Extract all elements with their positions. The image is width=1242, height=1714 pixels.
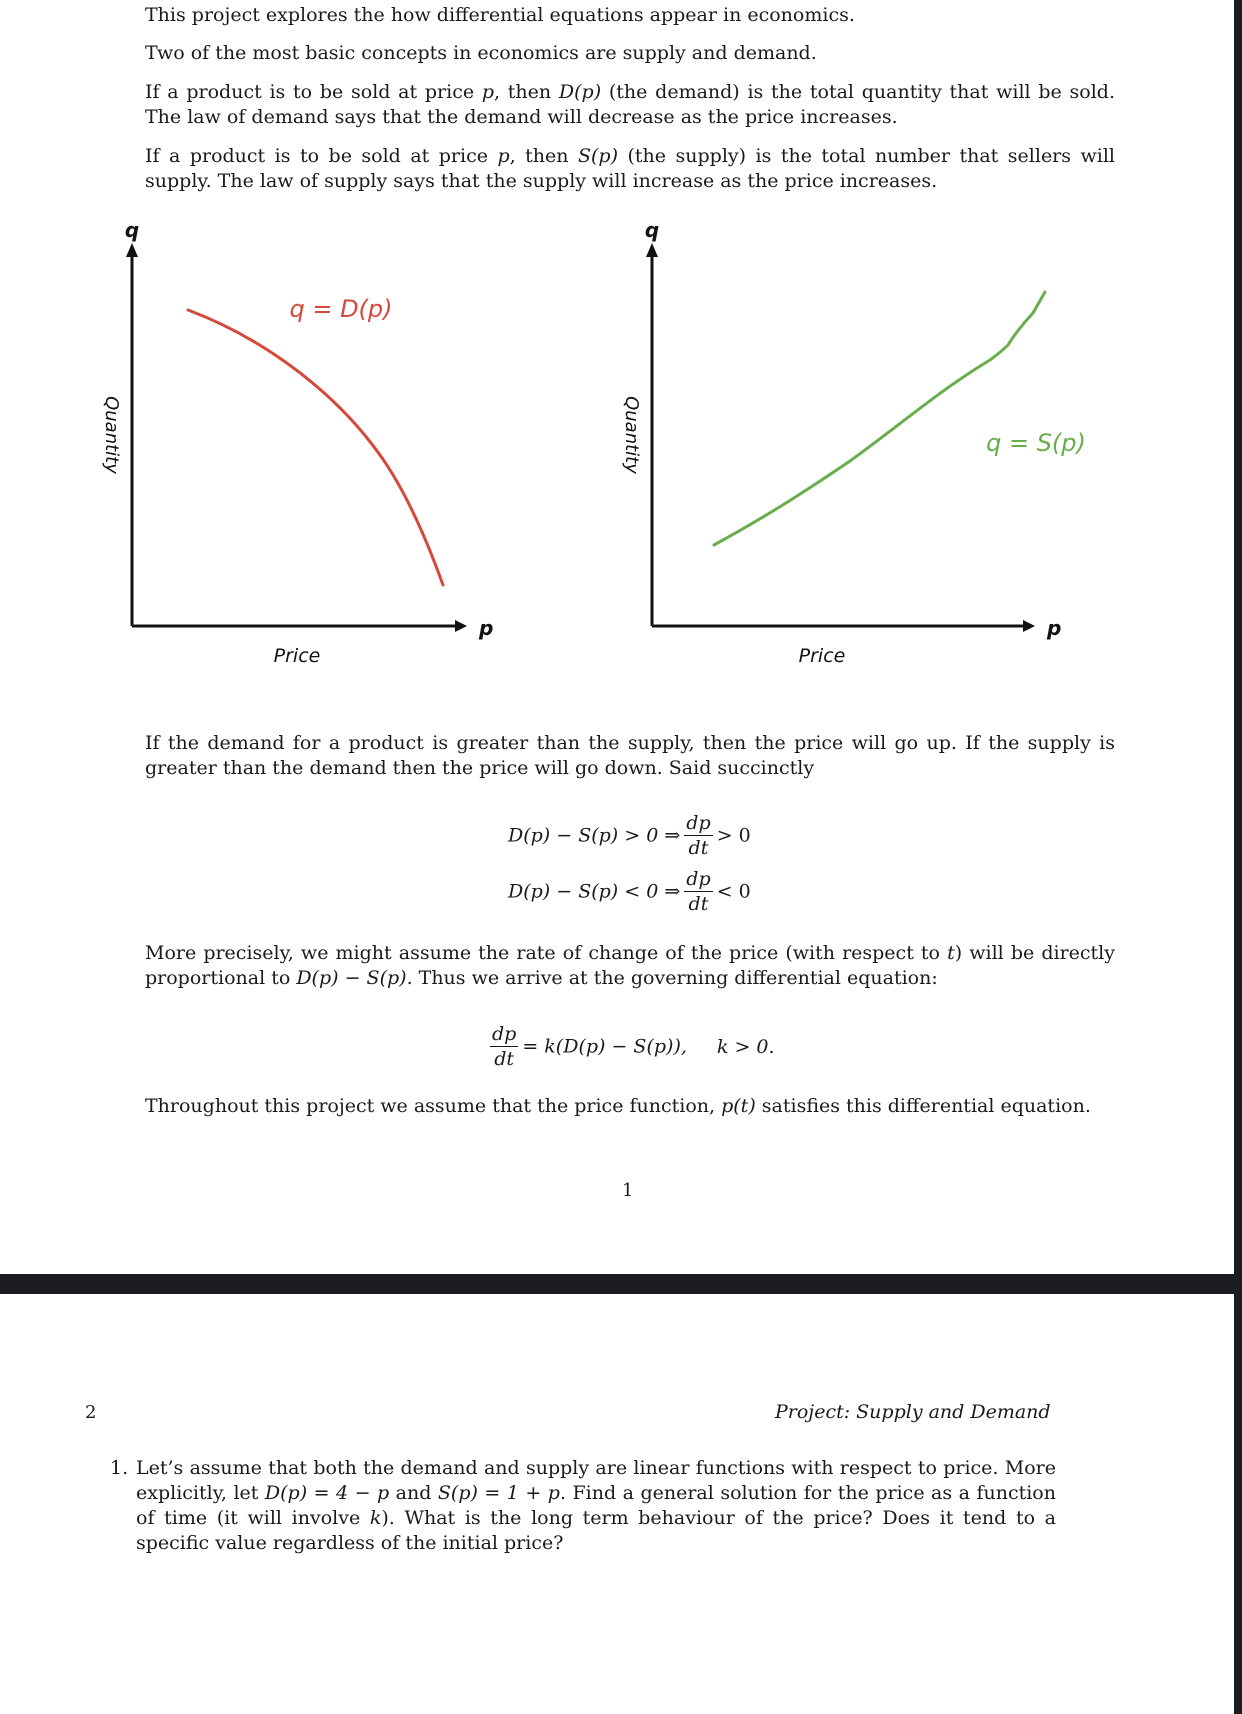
- page-number: 2: [85, 1402, 97, 1423]
- running-head: Project: Supply and Demand: [775, 1401, 1051, 1423]
- governing-differential-equation: $\frac{dp}{dt}$ = k(D(p) − S(p)), k > 0.: [492, 1023, 775, 1070]
- question-list: [110, 1456, 1056, 1556]
- basic-concepts-paragraph: Two of the most basic concepts in economics are supply and demand.: [145, 42, 817, 64]
- intro-paragraph: This project explores the how differential equations appear in economics.: [145, 4, 855, 26]
- price-axis-arrowhead: [455, 620, 467, 632]
- supply-curve: [714, 292, 1045, 545]
- y-axis-label: Quantity: [621, 396, 642, 474]
- assumption-paragraph: Throughout this project we assume that the price function, p(t) satisfies this differential equation.: [145, 1095, 1091, 1117]
- y-axis-label: Quantity: [101, 396, 122, 474]
- law-of-supply-paragraph: If a product is to be sold at price p, then S(p) (the supply) is the total number that sellers will supply. The law of supply says that the supply will increase as the price increases.: [145, 145, 1115, 192]
- question-1-text: Let’s assume that both the demand and supply are linear functions with respect to price. More explicitly, let D(p) = 4 − p and S(p) = 1 + p. Find a general solution for the price as a function of time (it will involve k). What is the long term behaviour of the price? Does it tend to a specific value regardless of the initial price?: [136, 1457, 1056, 1554]
- x-axis-symbol: p: [1047, 616, 1062, 640]
- proportional-rate-paragraph: More precisely, we might assume the rate of change of the price (with respect to t) will be directly proportional to D(p) − S(p). Thus we arrive at the governing differential equation:: [145, 942, 1115, 989]
- question-1: [110, 1456, 1056, 1556]
- page-separator: [0, 1274, 1242, 1294]
- x-axis-label: Price: [273, 645, 321, 667]
- document-page-2: [0, 1294, 1234, 1714]
- y-axis-symbol: q: [124, 218, 140, 242]
- quantity-axis-arrowhead: [126, 243, 138, 257]
- demand-curve-chart: [80, 218, 550, 675]
- x-axis-symbol: p: [479, 616, 494, 640]
- supply-curve-chart: [600, 218, 1086, 675]
- demand-curve: [188, 310, 443, 585]
- price-axis-arrowhead: [1023, 620, 1035, 632]
- y-axis-symbol: q: [644, 218, 660, 242]
- implication-positive: D(p) − S(p) > 0 ⇒ $\frac{dp}{dt}$ > 0: [508, 812, 751, 859]
- law-of-demand-paragraph: If a product is to be sold at price p, then D(p) (the demand) is the total quantity that will be sold. The law of demand says that the demand will decrease as the price increases.: [145, 81, 1115, 128]
- page-number: 1: [622, 1180, 634, 1201]
- x-axis-label: Price: [798, 645, 846, 667]
- supply-curve-label: q = S(p): [986, 429, 1086, 457]
- implication-negative: D(p) − S(p) < 0 ⇒ $\frac{dp}{dt}$ < 0: [508, 868, 751, 915]
- quantity-axis-arrowhead: [646, 243, 658, 257]
- price-direction-paragraph: If the demand for a product is greater than the supply, then the price will go up. If the supply is greater than the demand then the price will go down. Said succinctly: [145, 732, 1115, 779]
- viewer-scroll-rail: [1234, 0, 1242, 1714]
- question-marker: 1.: [110, 1457, 129, 1479]
- demand-curve-label: q = D(p): [289, 295, 393, 323]
